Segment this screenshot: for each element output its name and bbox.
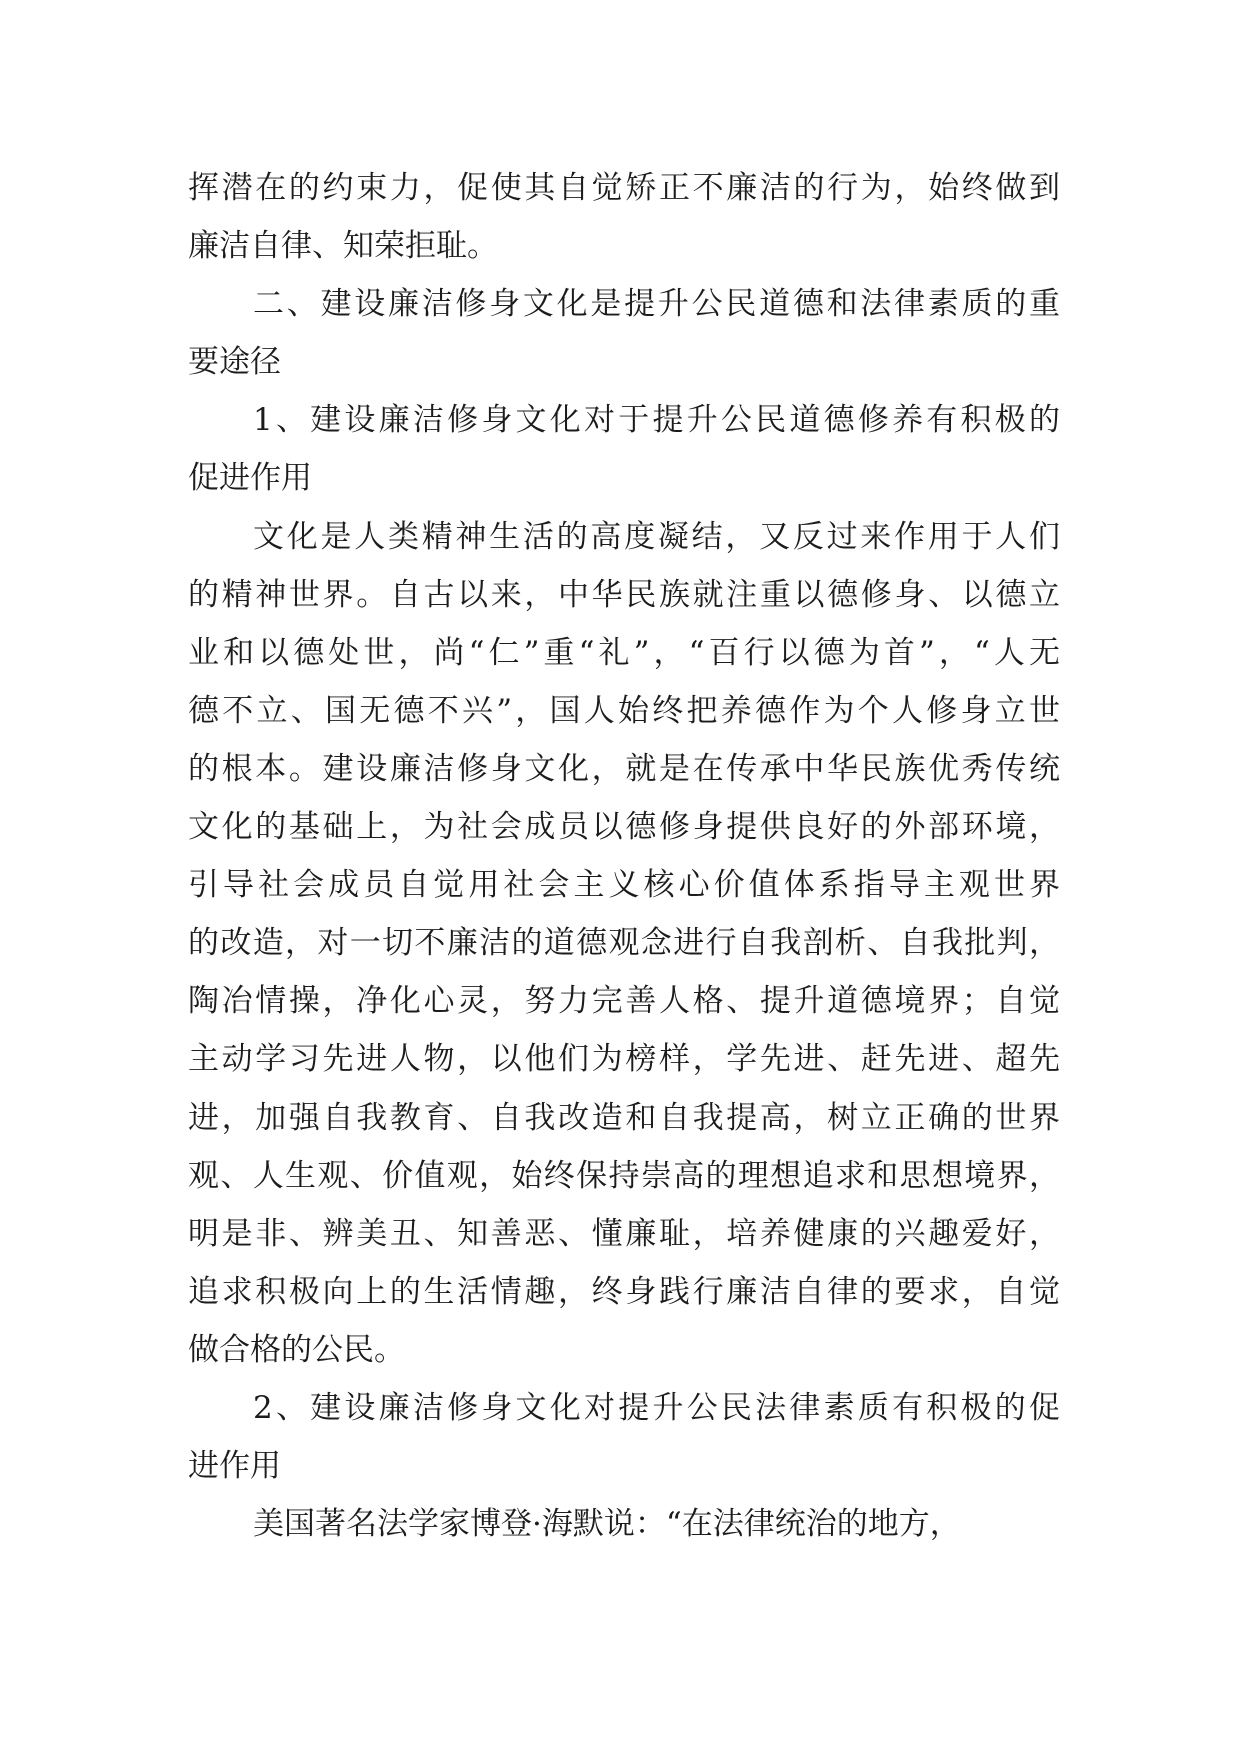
text-line: 进作用 xyxy=(188,1448,281,1485)
text-line: 德不立、国无德不兴”，国人始终把养德作为个人修身立世 xyxy=(188,692,1060,729)
text-line: 进，加强自我教育、自我改造和自我提高，树立正确的世界 xyxy=(188,1099,1060,1136)
text-line: 2、建设廉洁修身文化对提升公民法律素质有积极的促 xyxy=(253,1389,1060,1426)
text-line: 挥潜在的约束力，促使其自觉矫正不廉洁的行为，始终做到 xyxy=(188,170,1060,206)
text-line: 的改造，对一切不廉洁的道德观念进行自我剖析、自我批判， xyxy=(188,925,1060,962)
text-line: 的精神世界。自古以来，中华民族就注重以德修身、以德立 xyxy=(188,576,1060,613)
text-line: 做合格的公民。 xyxy=(188,1331,405,1368)
text-line: 的根本。建设廉洁修身文化，就是在传承中华民族优秀传统 xyxy=(188,750,1060,787)
text-line: 追求积极向上的生活情趣，终身践行廉洁自律的要求，自觉 xyxy=(188,1273,1060,1310)
body-text xyxy=(188,159,1060,1553)
text-line: 文化的基础上，为社会成员以德修身提供良好的外部环境， xyxy=(188,809,1060,846)
text-line: 促进作用 xyxy=(188,460,312,497)
text-line: 引导社会成员自觉用社会主义核心价值体系指导主观世界 xyxy=(188,867,1060,904)
text-line: 陶冶情操，净化心灵，努力完善人格、提升道德境界；自觉 xyxy=(188,983,1060,1020)
text-line: 文化是人类精神生活的高度凝结，又反过来作用于人们 xyxy=(253,518,1060,555)
text-line: 1、建设廉洁修身文化对于提升公民道德修养有积极的 xyxy=(253,402,1060,439)
text-line: 廉洁自律、知荣拒耻。 xyxy=(188,228,498,265)
text-line: 主动学习先进人物，以他们为榜样，学先进、赶先进、超先 xyxy=(188,1041,1060,1078)
text-line: 明是非、辨美丑、知善恶、懂廉耻，培养健康的兴趣爱好， xyxy=(188,1215,1060,1252)
text-line: 观、人生观、价值观，始终保持崇高的理想追求和思想境界， xyxy=(188,1157,1060,1194)
text-line: 美国著名法学家博登·海默说：“在法律统治的地方， xyxy=(253,1506,961,1543)
text-line: 要途径 xyxy=(188,344,281,381)
text-line: 二、建设廉洁修身文化是提升公民道德和法律素质的重 xyxy=(253,286,1060,323)
text-line: 业和以德处世，尚“仁”重“礼”，“百行以德为首”，“人无 xyxy=(188,634,1060,671)
